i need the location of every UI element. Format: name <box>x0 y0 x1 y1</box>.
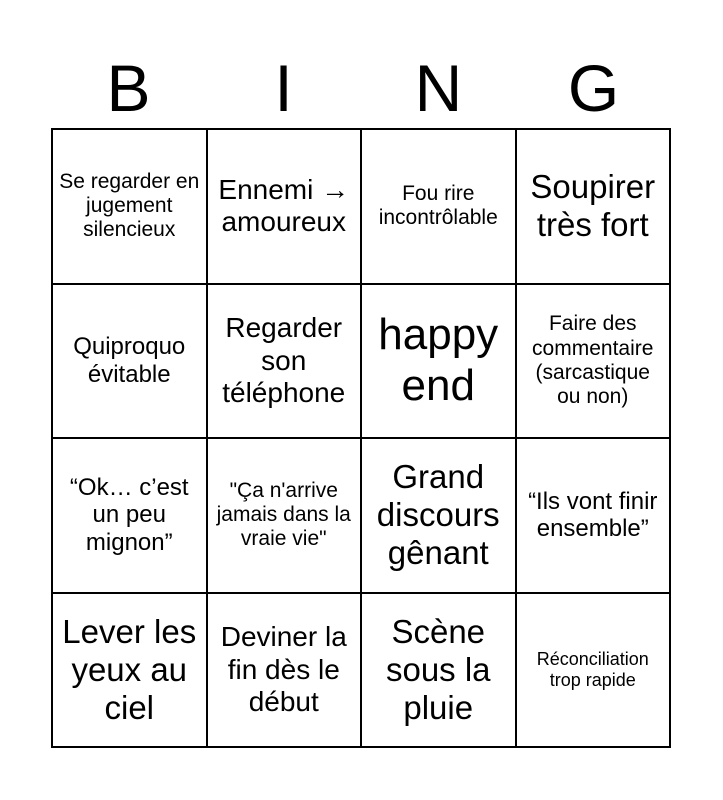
header-letter-b: B <box>106 51 151 125</box>
bingo-cell[interactable]: happy end <box>362 285 517 440</box>
bingo-cell[interactable]: Réconciliation trop rapide <box>517 594 672 749</box>
bingo-grid <box>51 128 671 748</box>
bingo-cell[interactable]: “Ok… c’est un peu mignon” <box>53 439 208 594</box>
bingo-cell[interactable]: Ennemi → amoureux <box>208 130 363 285</box>
bingo-cell[interactable]: Fou rire incontrôlable <box>362 130 517 285</box>
bingo-cell[interactable]: Soupirer très fort <box>517 130 672 285</box>
header-letter-i: I <box>274 51 293 125</box>
bingo-header <box>51 48 671 128</box>
bingo-cell[interactable]: Deviner la fin dès le début <box>208 594 363 749</box>
bingo-cell[interactable]: “Ils vont finir ensemble” <box>517 439 672 594</box>
header-letter-n: N <box>414 51 463 125</box>
bingo-cell[interactable]: Grand discours gênant <box>362 439 517 594</box>
bingo-cell[interactable]: Regarder son téléphone <box>208 285 363 440</box>
bingo-cell[interactable]: Quiproquo évitable <box>53 285 208 440</box>
bingo-cell[interactable]: Se regarder en jugement silencieux <box>53 130 208 285</box>
header-letter-g: G <box>567 51 620 125</box>
bingo-cell[interactable]: Scène sous la pluie <box>362 594 517 749</box>
bingo-cell[interactable]: Lever les yeux au ciel <box>53 594 208 749</box>
bingo-cell[interactable]: Faire des commentaire (sarcastique ou non) <box>517 285 672 440</box>
bingo-cell[interactable]: "Ça n'arrive jamais dans la vraie vie" <box>208 439 363 594</box>
